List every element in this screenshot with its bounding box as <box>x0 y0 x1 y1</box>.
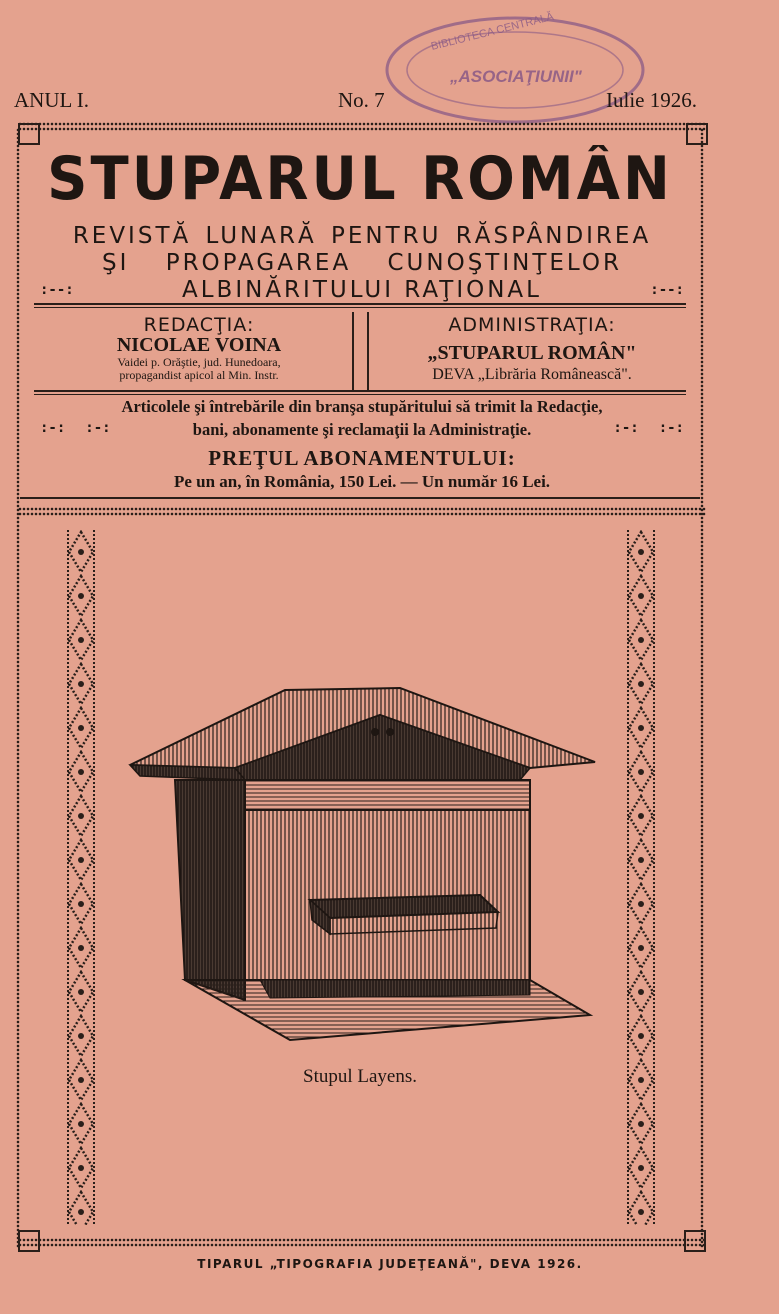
notice-ornaments-right <box>613 420 684 440</box>
issue-number: No. 7 <box>338 88 385 112</box>
notice-ornament: :-: <box>85 420 111 436</box>
notice-ornament: :-: <box>658 420 684 436</box>
ornament-right: :--: <box>650 282 684 298</box>
magazine-title: STUPARUL ROMÂN <box>47 145 673 214</box>
redactia-heading: REDACŢIA: <box>143 314 255 336</box>
administratia-name: „STUPARUL ROMÂN" <box>427 342 637 364</box>
notice-line-1: Articolele şi întrebările din branşa stupăritului să trimit la Redacţie, <box>121 397 603 416</box>
administratia-heading: ADMINISTRAŢIA: <box>448 314 616 336</box>
redactia-address-2: propagandist apicol al Min. Instr. <box>119 368 279 382</box>
notice-line-2-row <box>40 420 684 440</box>
notice-ornament: :-: <box>40 420 66 436</box>
illustration-caption: Stupul Layens. <box>303 1066 417 1087</box>
year-label: ANUL I. <box>14 88 90 112</box>
decorative-band-right <box>626 530 656 1225</box>
notice-ornament: :-: <box>613 420 639 436</box>
stamp-text-mid: „ASOCIAŢIUNII" <box>450 67 582 86</box>
subtitle-line-3: ALBINĂRITULUI RAŢIONAL <box>182 277 542 303</box>
subtitle-line-2: ŞI PROPAGAREA CUNOŞTINŢELOR <box>102 250 622 276</box>
printer-credit: TIPARUL „TIPOGRAFIA JUDEŢEANĂ", DEVA 1926. <box>197 1257 583 1271</box>
subtitle-line-1: REVISTĂ LUNARĂ PENTRU RĂSPÂNDIREA <box>72 223 652 249</box>
issue-date: Iulie 1926. <box>606 88 697 112</box>
stamp-text-top: BIBLIOTECA CENTRALĂ <box>429 10 555 53</box>
decorative-band-left <box>66 530 96 1225</box>
subtitle-line-3-row <box>40 276 684 304</box>
price-text: Pe un an, în România, 150 Lei. — Un număr 16 Lei. <box>173 472 551 491</box>
redactia-address-1: Vaidei p. Orăştie, jud. Hunedoara, <box>117 355 281 369</box>
price-heading: PREŢUL ABONAMENTULUI: <box>208 446 516 470</box>
redactia-name: NICOLAE VOINA <box>116 334 282 356</box>
ornament-left: :--: <box>40 282 74 298</box>
notice-line-2: bani, abonamente şi reclamaţii la Administraţie. <box>192 420 532 439</box>
layens-hive-illustration <box>120 680 600 1050</box>
administratia-address: DEVA „Librăria Românească". <box>432 366 632 383</box>
notice-ornaments-left <box>40 420 111 440</box>
